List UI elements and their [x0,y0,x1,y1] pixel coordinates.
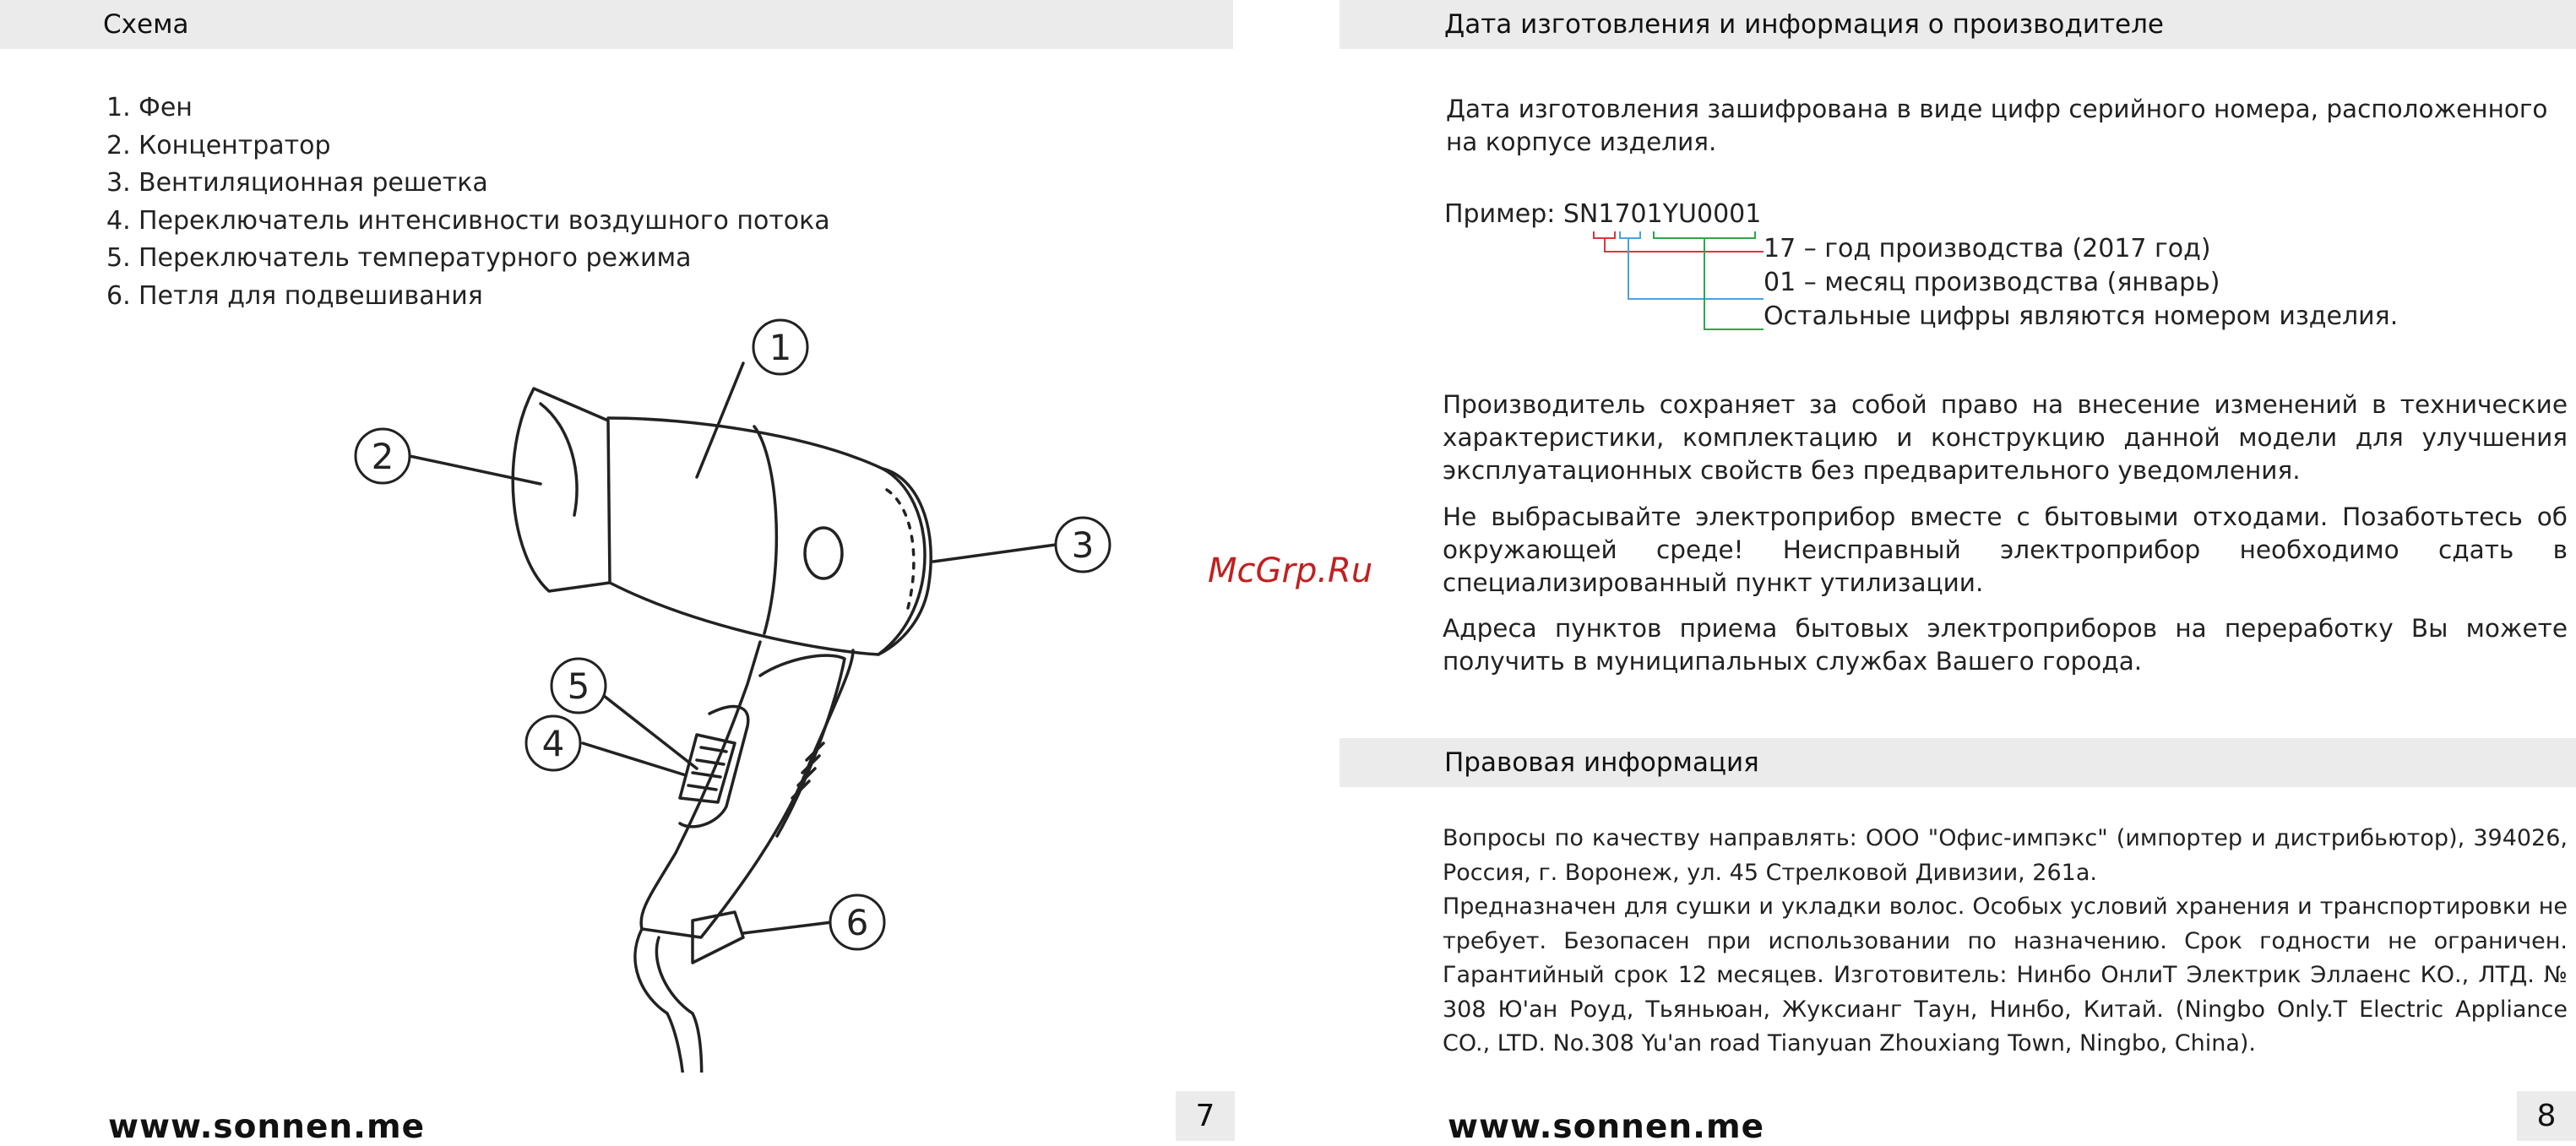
manufacturer-header: Дата изготовления и информация о производителе [1444,9,2165,40]
legal-paragraph-details: Предназначен для сушки и укладки волос. Особых условий хранения и транспортировки не требует. Безопасен при использовании по назначению. Срок годности не ограничен. Гарантийный срок 12 месяцев. Изготовитель: Нинбо ОнлиТ Электрик Эллаенс КО., ЛТД. № 308 Ю'ан Роуд, Тьяньюан, Жуксианг Таун, Нинбо, Китай. (Ningbo Only.T Electric Appliance CO., LTD. No.308 Yu'an road Tianyuan Zhouxiang Town, Ningbo, China). [1443,893,2568,1056]
recycling-paragraph: Адреса пунктов приема бытовых электроприборов на переработку Вы можете получить в муниципальных службах Вашего города. [1443,614,2568,676]
list-item: 5. Переключатель температурного режима [106,243,692,273]
list-item: 6. Петля для подвешивания [106,280,483,311]
serial-number-line: Остальные цифры являются номером изделия. [1764,301,2399,331]
watermark: McGrp.Ru [1208,551,1373,590]
serial-bracket-lines [1579,226,1774,340]
callout-label-6: 6 [845,902,869,943]
list-item: 2. Концентратор [106,130,331,160]
serial-example-label: Пример: SN1701YU0001 [1444,199,1762,229]
callout-label-1: 1 [769,327,792,368]
serial-month-line: 01 – месяц производства (январь) [1764,268,2220,297]
scheme-header: Схема [103,9,189,40]
callout-label-4: 4 [541,723,565,764]
callout-label-3: 3 [1071,524,1095,566]
intro-paragraph: Дата изготовления зашифрована в виде цифр серийного номера, расположенного на корпусе изделия. [1446,95,2548,156]
hair-dryer-diagram [304,312,1149,1073]
rights-paragraph: Производитель сохраняет за собой право на внесение изменений в технические характеристики, комплектацию и конструкцию данной модели для улучшения эксплуатационных свойств без предварительного уведомления. [1443,390,2568,485]
list-item: 3. Вентиляционная решетка [106,168,488,198]
scheme-header-bar [0,0,1233,49]
footer-website-right: www.sonnen.me [1448,1108,1765,1146]
parts-list [106,90,830,315]
concentrator-shape [513,388,610,591]
handle-shape [641,642,853,937]
disposal-paragraph: Не выбрасывайте электроприбор вместе с бытовыми отходами. Позаботьтесь об окружающей среде! Неисправный электроприбор необходимо сдать в специализированный пункт утилизации. [1443,502,2568,597]
list-item: 4. Переключатель интенсивности воздушного потока [106,205,830,236]
switch-shape [680,735,735,802]
page-number-right: 8 [2517,1091,2576,1141]
serial-year-line: 17 – год производства (2017 год) [1764,234,2211,263]
page-number: 7 [1176,1091,1235,1141]
legal-header: Правовая информация [1444,747,1759,778]
callout-label-5: 5 [567,665,590,707]
left-page [0,0,1233,1146]
legal-paragraph-contacts: Вопросы по качеству направлять: ООО "Офис-импэкс" (импортер и дистрибьютор), 394026, Россия, г. Воронеж, ул. 45 Стрелковой Дивизии, 261а. [1443,825,2568,886]
list-item: 1. Фен [106,93,193,122]
manufacturer-header-bar [1340,0,2576,49]
legal-header-bar [1340,738,2576,787]
callout-label-2: 2 [371,436,394,477]
footer-website: www.sonnen.me [108,1108,426,1146]
